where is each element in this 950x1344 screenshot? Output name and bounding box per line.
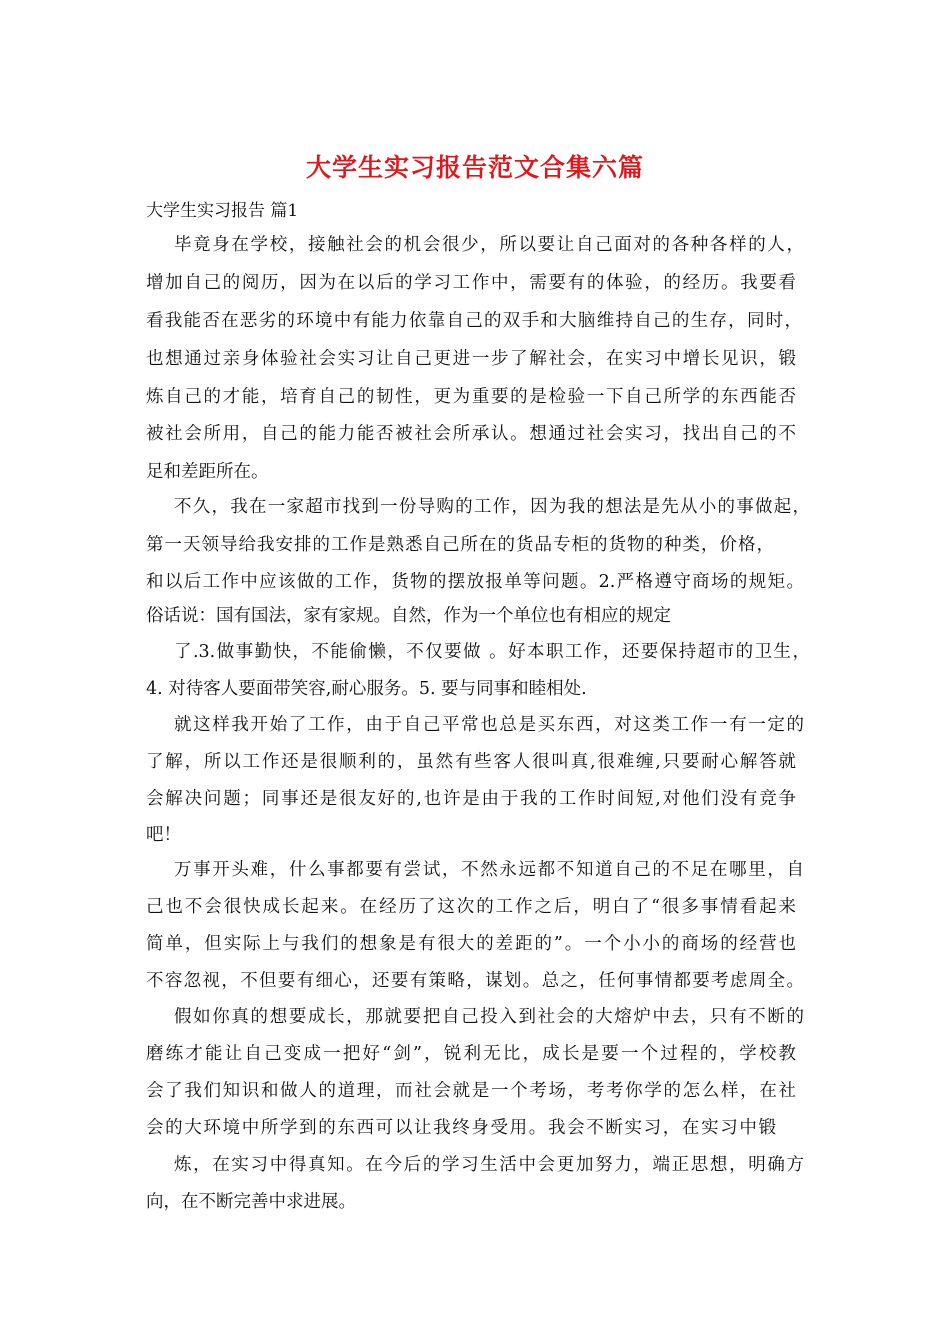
body-line: 吧！: [146, 825, 181, 845]
body-line: 不容忽视，不但要有细心，还要有策略，谋划。总之，任何事情都要考虑周全。: [146, 971, 804, 991]
body-line: 足和差距所在。: [146, 462, 269, 482]
body-line: 第一天领导给我安排的工作是熟悉自己所在的货品专柜的货物的种类，价格，: [146, 535, 774, 555]
body-line: 和以后工作中应该做的工作，货物的摆放报单等问题。2.严格遵守商场的规矩。: [146, 572, 804, 592]
body-line: 假如你真的想要成长，那就要把自己投入到社会的大熔炉中去，只有不断的: [174, 1007, 804, 1027]
section-heading: 大学生实习报告 篇1: [146, 201, 299, 221]
body-line: 4. 对待客人要面带笑容,耐心服务。5. 要与同事和睦相处.: [146, 679, 587, 699]
body-line: 增加自己的阅历，因为在以后的学习工作中，需要有的体验，的经历。我要看: [146, 273, 796, 293]
body-line: 己也不会很快成长起来。在经历了这次的工作之后，明白了“很多事情看起来: [146, 897, 796, 917]
body-line: 简单，但实际上与我们的想象是有很大的差距的”。一个小小的商场的经营也: [146, 934, 796, 954]
body-line: 了.3.做事勤快，不能偷懒，不仅要做 。好本职工作，还要保持超市的卫生，: [174, 642, 810, 662]
body-line: 不久，我在一家超市找到一份导购的工作，因为我的想法是先从小的事做起，: [174, 497, 810, 517]
body-line: 炼自己的才能，培育自己的韧性，更为重要的是检验一下自己所学的东西能否: [146, 387, 796, 407]
body-line: 就这样我开始了工作，由于自己平常也总是买东西，对这类工作一有一定的: [174, 715, 804, 735]
body-line: 会的大环境中所学到的东西可以让我终身受用。我会不断实习，在实习中锻: [146, 1118, 776, 1138]
body-line: 也想通过亲身体验社会实习让自己更进一步了解社会，在实习中增长见识，锻: [146, 349, 796, 369]
document-title: 大学生实习报告范文合集六篇: [305, 153, 644, 182]
body-line: 毕竟身在学校，接触社会的机会很少，所以要让自己面对的各种各样的人，: [174, 235, 804, 255]
body-line: 炼，在实习中得真知。在今后的学习生活中会更加努力，端正思想，明确方: [174, 1155, 804, 1175]
body-line: 俗话说：国有国法，家有家规。自然，作为一个单位也有相应的规定: [146, 606, 671, 626]
body-line: 了解，所以工作还是很顺利的，虽然有些客人很叫真,很难缠,只要耐心解答就: [146, 752, 796, 772]
body-line: 向，在不断完善中求进展。: [146, 1192, 356, 1212]
body-line: 会了我们知识和做人的道理，而社会就是一个考场，考考你学的怎么样，在社: [146, 1081, 796, 1101]
body-line: 万事开头难，什么事都要有尝试，不然永远都不知道自己的不足在哪里，自: [174, 860, 804, 880]
body-line: 被社会所用，自己的能力能否被社会所承认。想通过社会实习，找出自己的不: [146, 424, 796, 444]
body-line: 看我能否在恶劣的环境中有能力依靠自己的双手和大脑维持自己的生存，同时，: [146, 311, 802, 331]
body-line: 磨练才能让自己变成一把好“剑”，锐利无比，成长是要一个过程的，学校教: [146, 1044, 796, 1064]
body-line: 会解决问题；同事还是很友好的,也许是由于我的工作时间短,对他们没有竞争: [146, 789, 796, 809]
